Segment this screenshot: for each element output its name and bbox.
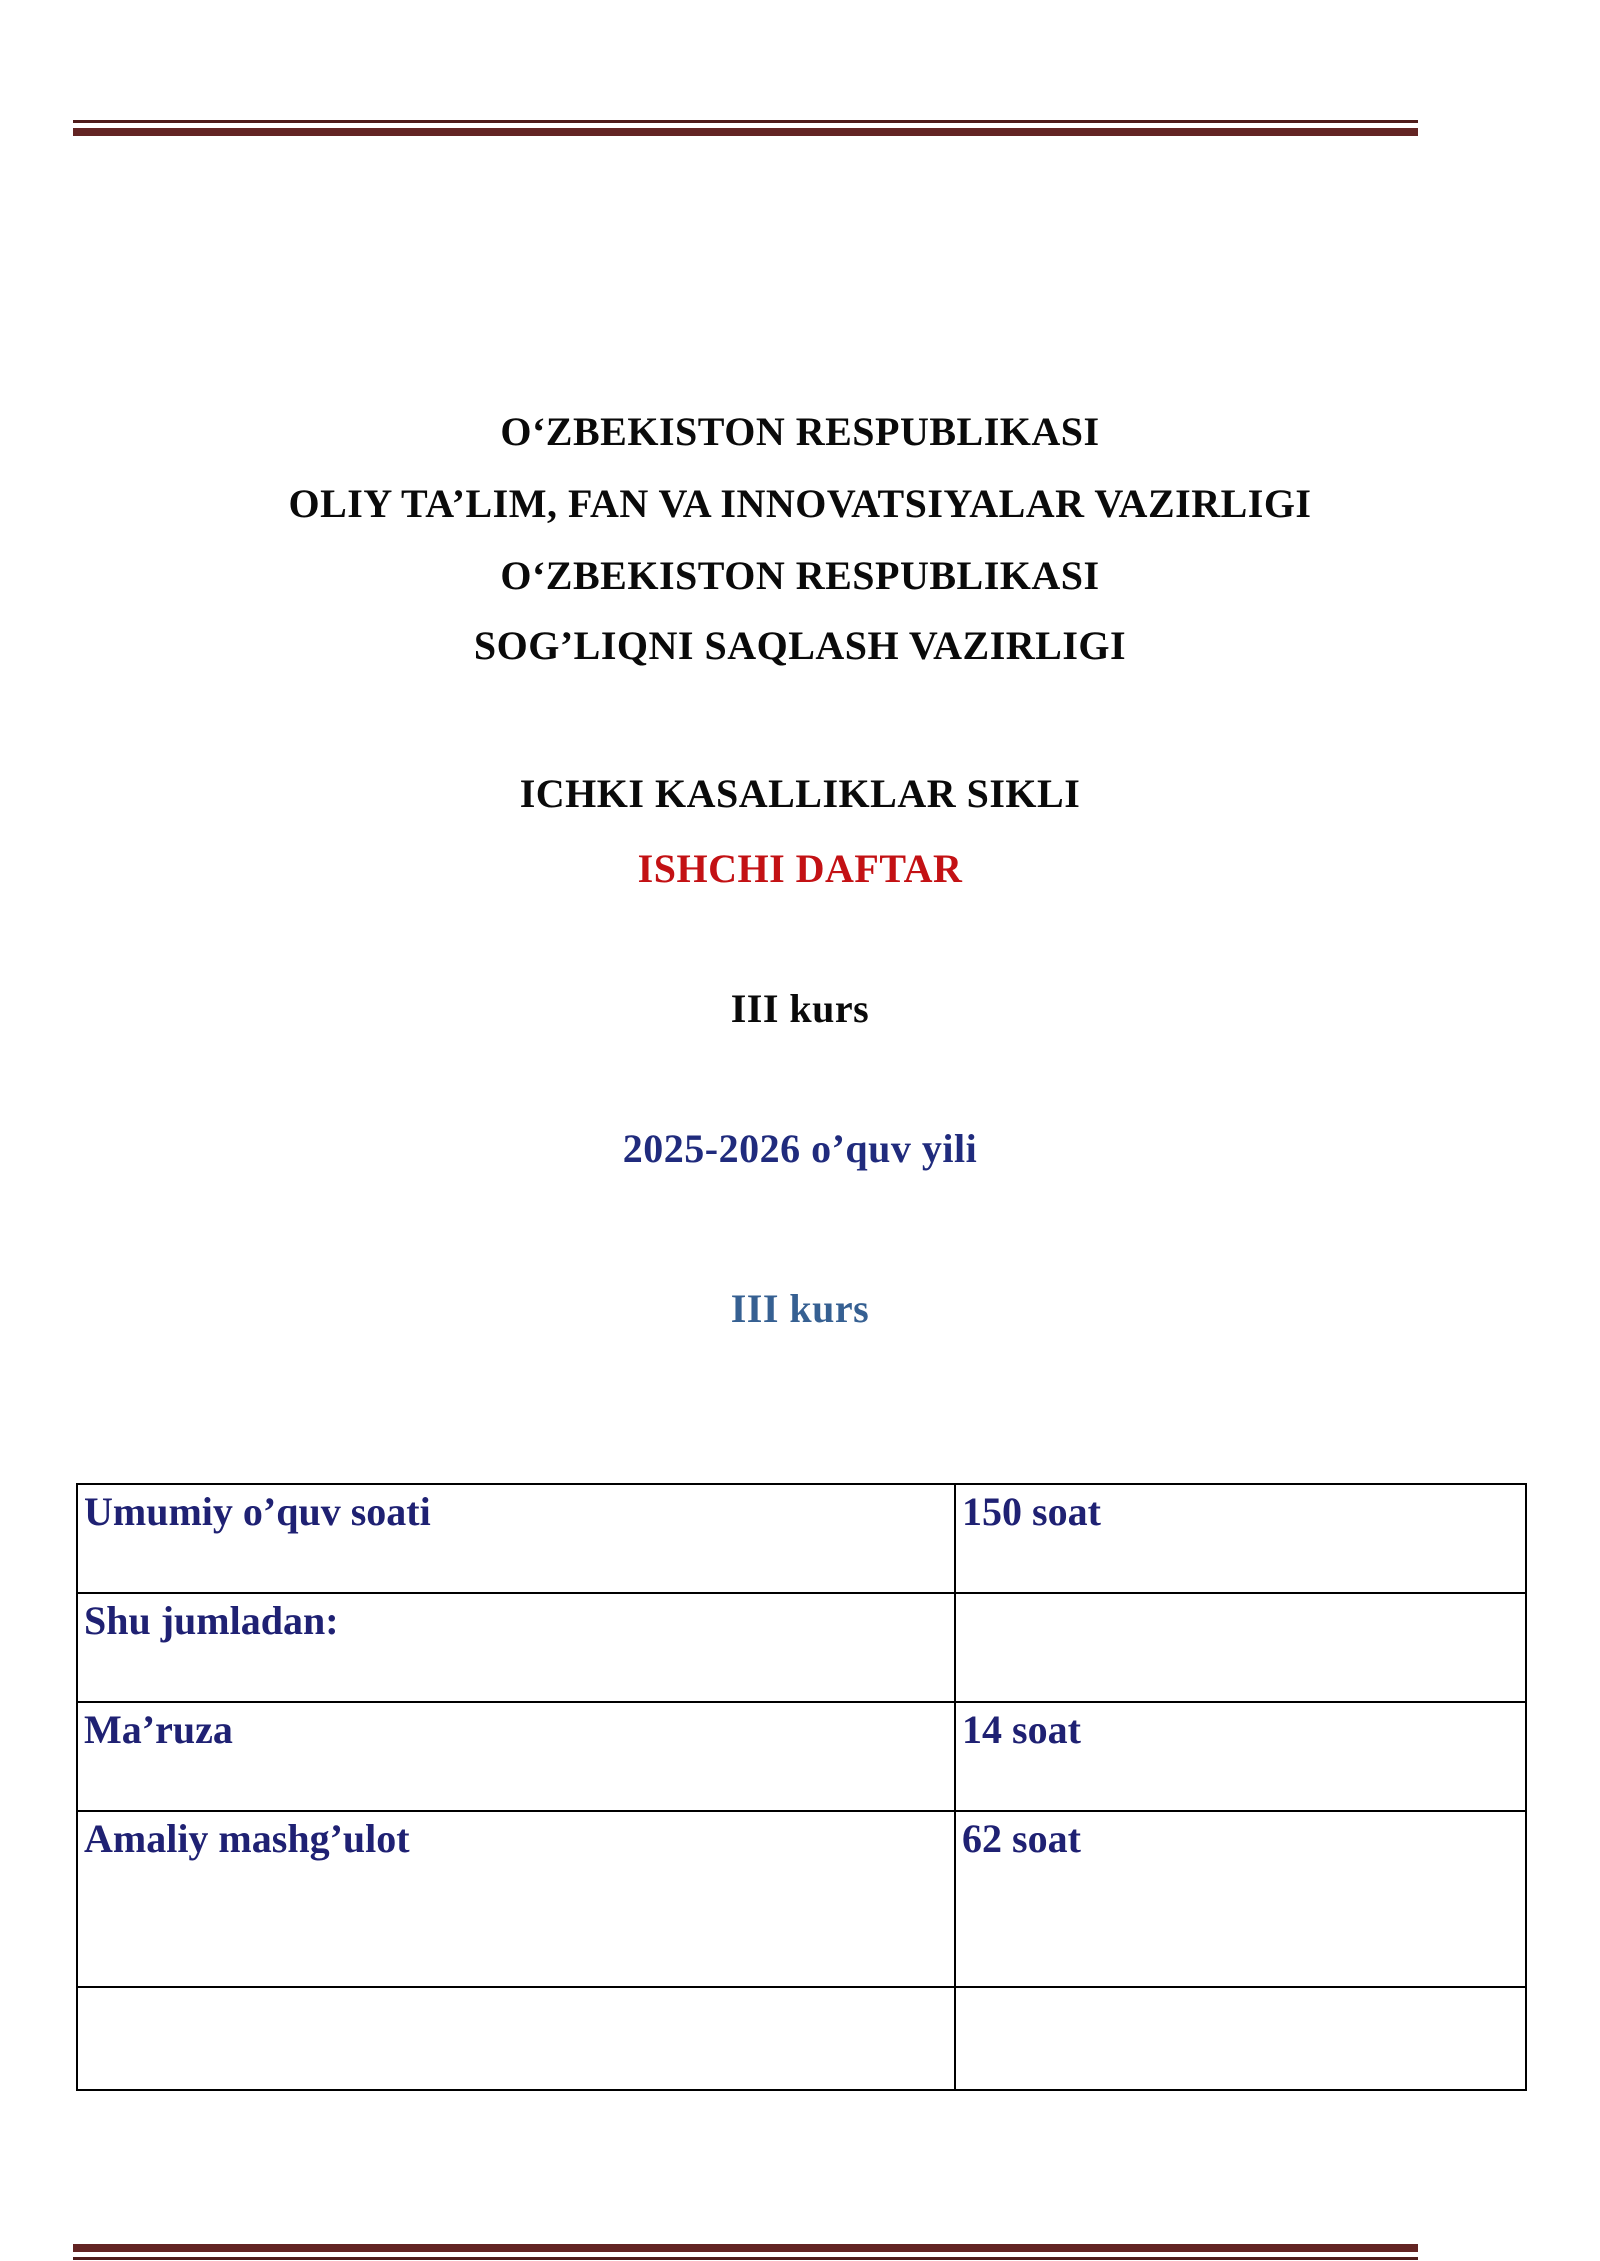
table-row-lecture bbox=[77, 1702, 1526, 1811]
row-label-cell: Umumiy o’quv soati bbox=[77, 1484, 955, 1593]
top-border-rule bbox=[73, 120, 1418, 136]
row-label-cell bbox=[77, 1987, 955, 2090]
table-row-practical bbox=[77, 1811, 1526, 1987]
table-row-empty bbox=[77, 1987, 1526, 2090]
row-label-cell: Shu jumladan: bbox=[77, 1593, 955, 1702]
heading-ministry-education: OLIY TA’LIM, FAN VA INNOVATSIYALAR VAZIRLIGI bbox=[288, 481, 1312, 526]
row-value-cell bbox=[955, 1987, 1526, 2090]
row-value-cell bbox=[955, 1593, 1526, 1702]
heading-republic-1: O‘ZBEKISTON RESPUBLIKASI bbox=[500, 409, 1100, 454]
doc-type-title: ISHCHI DAFTAR bbox=[637, 846, 963, 891]
cycle-title: ICHKI KASALLIKLAR SIKLI bbox=[519, 771, 1081, 816]
row-value-cell: 14 soat bbox=[955, 1702, 1526, 1811]
row-value-cell: 150 soat bbox=[955, 1484, 1526, 1593]
bottom-border-rule bbox=[73, 2244, 1418, 2260]
heading-ministry-health: SOG’LIQNI SAQLASH VAZIRLIGI bbox=[473, 623, 1127, 668]
table-row-total bbox=[77, 1484, 1526, 1593]
heading-republic-2: O‘ZBEKISTON RESPUBLIKASI bbox=[500, 553, 1100, 598]
row-label-cell: Ma’ruza bbox=[77, 1702, 955, 1811]
table-row-including bbox=[77, 1593, 1526, 1702]
course-line-2: III kurs bbox=[730, 1286, 870, 1331]
academic-year: 2025-2026 o’quv yili bbox=[622, 1126, 978, 1171]
hours-table bbox=[76, 1483, 1527, 2091]
course-line-1: III kurs bbox=[730, 986, 870, 1031]
row-value-cell: 62 soat bbox=[955, 1811, 1526, 1987]
row-label-cell: Amaliy mashg’ulot bbox=[77, 1811, 955, 1987]
